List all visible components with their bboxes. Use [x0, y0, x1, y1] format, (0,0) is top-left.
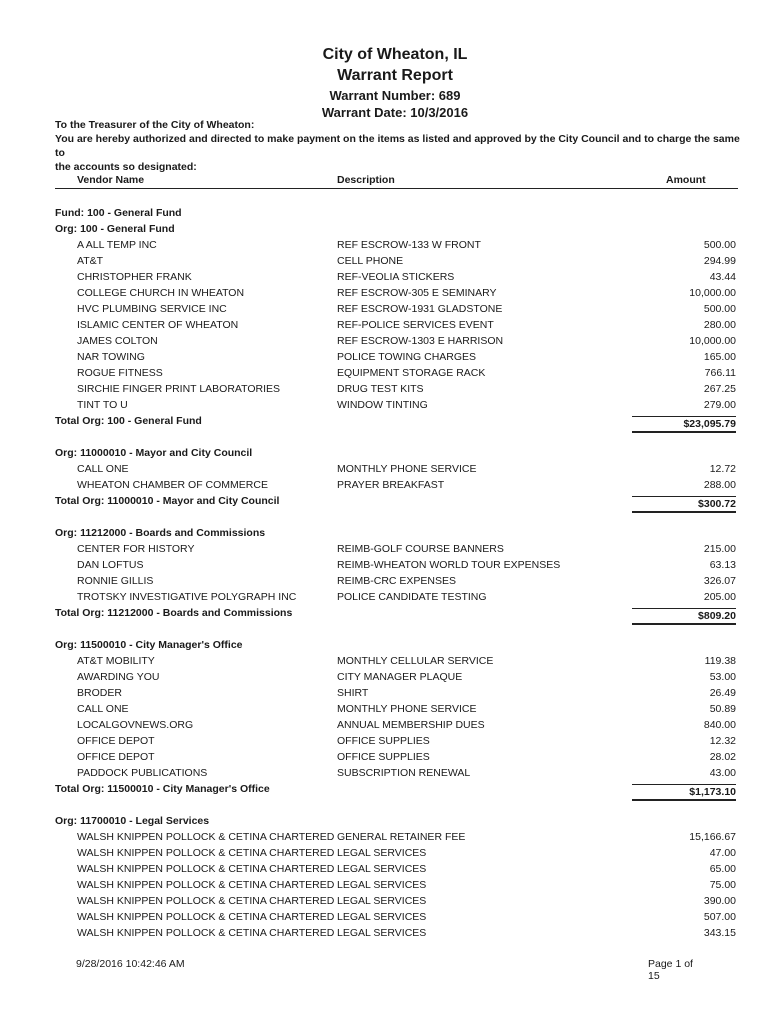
amount: 15,166.67: [689, 831, 736, 843]
amount: 390.00: [703, 895, 736, 907]
table-row: [55, 829, 738, 845]
report-title: Warrant Report: [337, 67, 453, 84]
amount: 65.00: [709, 863, 736, 875]
table-row: [55, 301, 738, 317]
print-timestamp: 9/28/2016 10:42:46 AM: [76, 958, 185, 970]
amount: 280.00: [703, 319, 736, 331]
vendor-name: RONNIE GILLIS: [77, 575, 154, 587]
org-heading: Org: 11212000 - Boards and Commissions: [55, 527, 266, 539]
vendor-name: AWARDING YOU: [77, 671, 160, 683]
amount: 43.00: [709, 767, 736, 779]
table-row: [55, 349, 738, 365]
vendor-name: AT&T: [77, 255, 104, 267]
amount: 50.89: [709, 703, 736, 715]
amount: 343.15: [703, 927, 736, 939]
description: LEGAL SERVICES: [337, 847, 427, 859]
description: LEGAL SERVICES: [337, 927, 427, 939]
table-row: [55, 925, 738, 941]
vendor-name: COLLEGE CHURCH IN WHEATON: [77, 287, 245, 299]
table-row: [55, 653, 738, 669]
vendor-name: DAN LOFTUS: [77, 559, 144, 571]
org-total-label: Total Org: 100 - General Fund: [55, 415, 202, 427]
amount: 326.07: [703, 575, 736, 587]
vendor-name: WALSH KNIPPEN POLLOCK & CETINA CHARTERED: [77, 895, 335, 907]
description: LEGAL SERVICES: [337, 911, 427, 923]
description: REIMB-WHEATON WORLD TOUR EXPENSES: [337, 559, 561, 571]
description: MONTHLY PHONE SERVICE: [337, 703, 477, 715]
amount: 215.00: [703, 543, 736, 555]
amount: 10,000.00: [689, 287, 736, 299]
amount: 63.13: [709, 559, 736, 571]
vendor-name: BRODER: [77, 687, 122, 699]
description: REF ESCROW-305 E SEMINARY: [337, 287, 497, 299]
amount: 500.00: [703, 239, 736, 251]
vendor-name: LOCALGOVNEWS.ORG: [77, 719, 194, 731]
description: REF ESCROW-1303 E HARRISON: [337, 335, 504, 347]
description: REIMB-CRC EXPENSES: [337, 575, 457, 587]
table-row: [55, 317, 738, 333]
intro-line-2: You are hereby authorized and directed to make payment on the items as listed and approved by the City Council and to charge the same to: [55, 133, 740, 159]
description: REIMB-GOLF COURSE BANNERS: [337, 543, 504, 555]
description: PRAYER BREAKFAST: [337, 479, 445, 491]
col-amount: Amount: [666, 174, 706, 186]
table-row: [55, 285, 738, 301]
description: GENERAL RETAINER FEE: [337, 831, 466, 843]
description: REF-VEOLIA STICKERS: [337, 271, 455, 283]
table-row: [55, 861, 738, 877]
intro-line-3: the accounts so designated:: [55, 161, 197, 173]
description: POLICE CANDIDATE TESTING: [337, 591, 487, 603]
description: MONTHLY CELLULAR SERVICE: [337, 655, 494, 667]
city-title: City of Wheaton, IL: [322, 46, 468, 63]
org-total-row: [55, 493, 738, 509]
description: OFFICE SUPPLIES: [337, 751, 430, 763]
vendor-name: WALSH KNIPPEN POLLOCK & CETINA CHARTERED: [77, 863, 335, 875]
vendor-name: CALL ONE: [77, 703, 129, 715]
table-row: [55, 669, 738, 685]
table-row: [55, 909, 738, 925]
org-total-row: [55, 781, 738, 797]
amount: 840.00: [703, 719, 736, 731]
vendor-name: OFFICE DEPOT: [77, 735, 155, 747]
table-row: [55, 765, 738, 781]
vendor-name: WALSH KNIPPEN POLLOCK & CETINA CHARTERED: [77, 847, 335, 859]
org-total-label: Total Org: 11212000 - Boards and Commissions: [55, 607, 293, 619]
table-row: [55, 589, 738, 605]
table-row: [55, 877, 738, 893]
table-row: [55, 237, 738, 253]
description: OFFICE SUPPLIES: [337, 735, 430, 747]
vendor-name: HVC PLUMBING SERVICE INC: [77, 303, 227, 315]
amount: 205.00: [703, 591, 736, 603]
table-row: [55, 461, 738, 477]
org-total-row: [55, 413, 738, 429]
vendor-name: SIRCHIE FINGER PRINT LABORATORIES: [77, 383, 281, 395]
report-header: [0, 45, 770, 121]
vendor-name: PADDOCK PUBLICATIONS: [77, 767, 208, 779]
amount: 165.00: [703, 351, 736, 363]
table-row: [55, 333, 738, 349]
table-row: [55, 269, 738, 285]
table-row: [55, 845, 738, 861]
description: REF ESCROW-133 W FRONT: [337, 239, 481, 251]
page-number: Page 1 of 15: [648, 958, 693, 982]
amount: 75.00: [709, 879, 736, 891]
org-total-label: Total Org: 11500010 - City Manager's Office: [55, 783, 270, 795]
vendor-name: CHRISTOPHER FRANK: [77, 271, 192, 283]
org-total-amount: $1,173.10: [632, 784, 736, 801]
description: LEGAL SERVICES: [337, 863, 427, 875]
amount: 294.99: [703, 255, 736, 267]
description: CITY MANAGER PLAQUE: [337, 671, 463, 683]
vendor-name: NAR TOWING: [77, 351, 145, 363]
table-row: [55, 541, 738, 557]
org-total-label: Total Org: 11000010 - Mayor and City Council: [55, 495, 280, 507]
description: LEGAL SERVICES: [337, 895, 427, 907]
org-total-row: [55, 605, 738, 621]
intro-line-1: To the Treasurer of the City of Wheaton:: [55, 119, 255, 131]
amount: 10,000.00: [689, 335, 736, 347]
org-total-amount: $300.72: [632, 496, 736, 513]
vendor-name: CENTER FOR HISTORY: [77, 543, 195, 555]
amount: 500.00: [703, 303, 736, 315]
amount: 26.49: [709, 687, 736, 699]
vendor-name: TROTSKY INVESTIGATIVE POLYGRAPH INC: [77, 591, 297, 603]
table-row: [55, 397, 738, 413]
table-row: [55, 701, 738, 717]
amount: 279.00: [703, 399, 736, 411]
amount: 43.44: [709, 271, 736, 283]
description: ANNUAL MEMBERSHIP DUES: [337, 719, 485, 731]
org-total-amount: $809.20: [632, 608, 736, 625]
org-total-amount: $23,095.79: [632, 416, 736, 433]
description: LEGAL SERVICES: [337, 879, 427, 891]
vendor-name: WALSH KNIPPEN POLLOCK & CETINA CHARTERED: [77, 879, 335, 891]
description: POLICE TOWING CHARGES: [337, 351, 477, 363]
description: SUBSCRIPTION RENEWAL: [337, 767, 471, 779]
vendor-name: ROGUE FITNESS: [77, 367, 163, 379]
table-row: [55, 253, 738, 269]
table-row: [55, 717, 738, 733]
amount: 47.00: [709, 847, 736, 859]
description: REF-POLICE SERVICES EVENT: [337, 319, 494, 331]
table-row: [55, 893, 738, 909]
header-rule: [55, 188, 738, 189]
table-row: [55, 685, 738, 701]
fund-heading: Fund: 100 - General Fund: [55, 207, 182, 219]
vendor-name: JAMES COLTON: [77, 335, 158, 347]
column-headers: [55, 174, 738, 188]
col-description: Description: [337, 174, 395, 186]
col-vendor-name: Vendor Name: [77, 174, 145, 186]
description: CELL PHONE: [337, 255, 404, 267]
org-heading: Org: 100 - General Fund: [55, 223, 175, 235]
amount: 119.38: [704, 655, 736, 667]
table-row: [55, 733, 738, 749]
amount: 28.02: [709, 751, 736, 763]
org-heading: Org: 11700010 - Legal Services: [55, 815, 210, 827]
description: DRUG TEST KITS: [337, 383, 424, 395]
warrant-date: Warrant Date: 10/3/2016: [321, 105, 469, 120]
report-body: [55, 205, 738, 941]
table-row: [55, 365, 738, 381]
description: MONTHLY PHONE SERVICE: [337, 463, 477, 475]
table-row: [55, 381, 738, 397]
table-row: [55, 749, 738, 765]
vendor-name: WHEATON CHAMBER OF COMMERCE: [77, 479, 268, 491]
description: WINDOW TINTING: [337, 399, 428, 411]
amount: 12.72: [709, 463, 736, 475]
description: REF ESCROW-1931 GLADSTONE: [337, 303, 503, 315]
amount: 53.00: [709, 671, 736, 683]
amount: 267.25: [703, 383, 736, 395]
warrant-number: Warrant Number: 689: [329, 88, 461, 103]
vendor-name: OFFICE DEPOT: [77, 751, 155, 763]
vendor-name: CALL ONE: [77, 463, 129, 475]
amount: 507.00: [703, 911, 736, 923]
vendor-name: TINT TO U: [77, 399, 128, 411]
vendor-name: A ALL TEMP INC: [77, 239, 157, 251]
org-heading: Org: 11500010 - City Manager's Office: [55, 639, 243, 651]
vendor-name: WALSH KNIPPEN POLLOCK & CETINA CHARTERED: [77, 911, 335, 923]
table-row: [55, 573, 738, 589]
description: EQUIPMENT STORAGE RACK: [337, 367, 486, 379]
vendor-name: AT&T MOBILITY: [77, 655, 155, 667]
amount: 288.00: [703, 479, 736, 491]
table-row: [55, 557, 738, 573]
vendor-name: WALSH KNIPPEN POLLOCK & CETINA CHARTERED: [77, 927, 335, 939]
amount: 766.11: [704, 367, 736, 379]
description: SHIRT: [337, 687, 369, 699]
vendor-name: WALSH KNIPPEN POLLOCK & CETINA CHARTERED: [77, 831, 335, 843]
vendor-name: ISLAMIC CENTER OF WHEATON: [77, 319, 239, 331]
table-row: [55, 477, 738, 493]
intro-text: [55, 118, 745, 174]
amount: 12.32: [709, 735, 736, 747]
org-heading: Org: 11000010 - Mayor and City Council: [55, 447, 253, 459]
